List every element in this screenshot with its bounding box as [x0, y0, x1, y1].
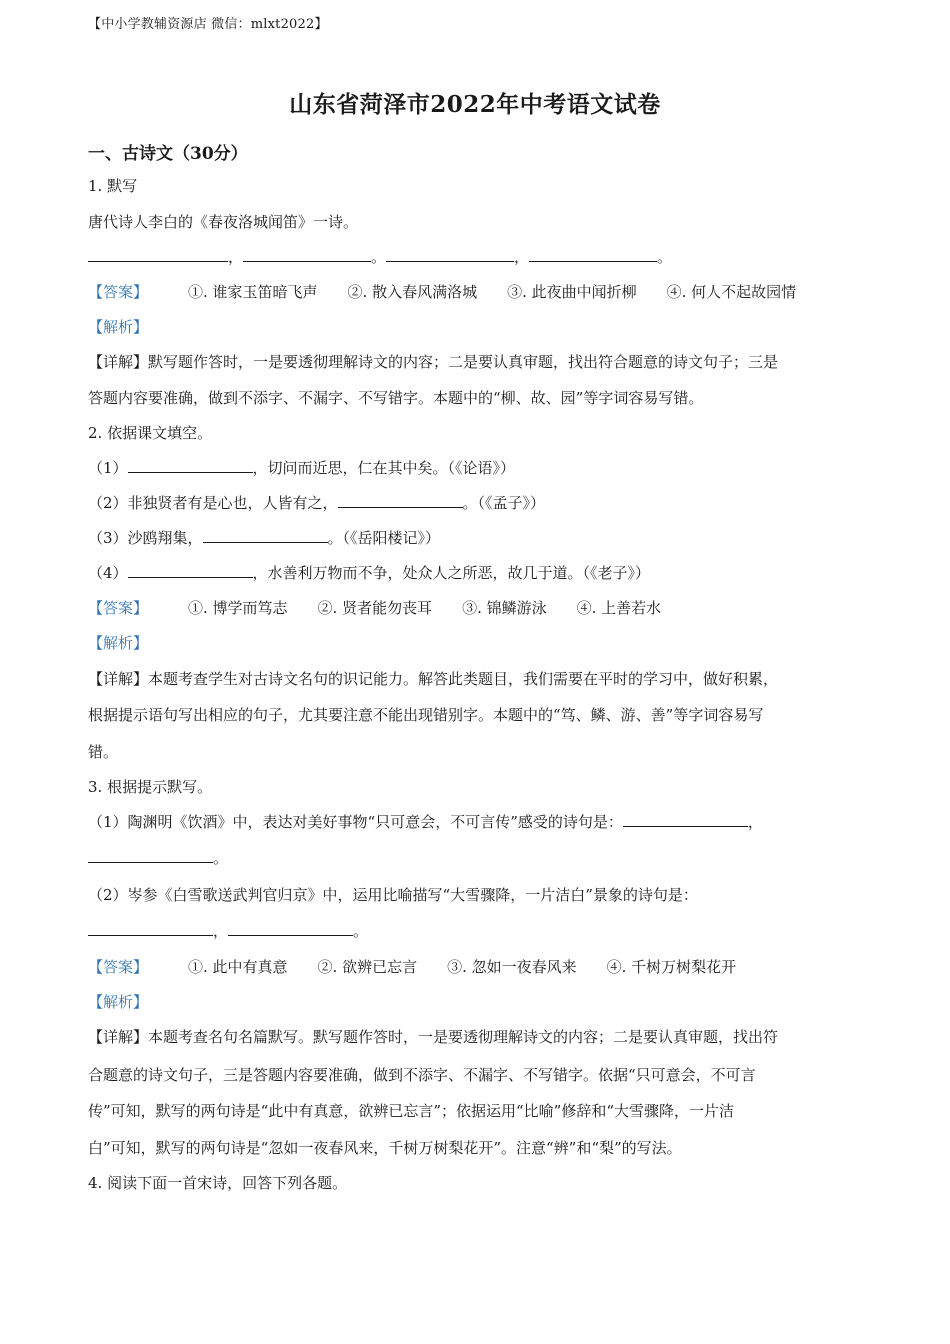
- q1-answer-row: [88, 281, 796, 303]
- q3-answer-row: [88, 956, 736, 978]
- detail-text: 本题考查学生对古诗文名句的识记能力。解答此类题目，我们需要在平时的学习中，做好积累，: [148, 670, 779, 688]
- answer-item: ④. 何人不起故园情: [666, 283, 797, 301]
- comma: ，: [514, 248, 530, 266]
- q2-item-3: [88, 527, 860, 549]
- answer-item: ①. 博学而笃志: [188, 599, 288, 617]
- answer-item: ①. 此中有真意: [188, 958, 288, 976]
- item-text: （1）: [88, 459, 128, 477]
- q3-item-1: [88, 811, 860, 833]
- answer-item: ③. 锦鳞游泳: [462, 599, 547, 617]
- answer-blank[interactable]: [88, 247, 228, 262]
- answer-item: ①. 谁家玉笛暗飞声: [188, 283, 318, 301]
- period: 。: [371, 248, 387, 266]
- period: 。: [657, 248, 673, 266]
- q2-heading: 2. 依据课文填空。: [88, 424, 213, 442]
- q1-blanks: [88, 246, 860, 268]
- answer-label: 【答案】: [88, 283, 149, 301]
- answer-blank[interactable]: [128, 458, 253, 473]
- item-text: ，切问而近思，仁在其中矣。（《论语》）: [252, 459, 516, 477]
- q2-detail-line: [88, 668, 860, 690]
- page-title: 山东省菏泽市2022年中考语文试卷: [289, 91, 661, 118]
- answer-item: ②. 欲辨已忘言: [317, 958, 418, 976]
- answer-blank[interactable]: [88, 921, 213, 936]
- detail-text: 本题考查名句名篇默写。默写题作答时，一是要透彻理解诗文的内容；二是要认真审题，找出符: [148, 1028, 779, 1046]
- q3-detail-line: 白”可知，默写的两句诗是“忽如一夜春风来，千树万树梨花开”。注意“辨”和“梨”的写法。: [88, 1139, 682, 1157]
- q3-analysis-label: 【解析】: [88, 993, 149, 1011]
- answer-blank[interactable]: [203, 528, 328, 543]
- detail-label: 【详解】: [88, 353, 149, 371]
- q1-heading: 1. 默写: [88, 177, 138, 195]
- answer-item: ③. 忽如一夜春风来: [447, 958, 577, 976]
- item-text: （4）: [88, 564, 128, 582]
- item-text: 。（《岳阳楼记》）: [327, 529, 441, 547]
- item-text: （1）陶渊明《饮酒》中，表达对美好事物“只可意会，不可言传”感受的诗句是：: [88, 813, 623, 831]
- item-text: 。（《孟子》）: [462, 494, 546, 512]
- answer-label: 【答案】: [88, 958, 149, 976]
- answer-label: 【答案】: [88, 599, 149, 617]
- item-text: （2）非独贤者有是心也，人皆有之，: [88, 494, 338, 512]
- answer-blank[interactable]: [88, 848, 213, 863]
- q1-prompt: 唐代诗人李白的《春夜洛城闻笛》一诗。: [88, 213, 359, 231]
- comma: ，: [213, 922, 229, 940]
- answer-blank[interactable]: [243, 247, 371, 262]
- answer-blank[interactable]: [128, 563, 253, 578]
- period: 。: [213, 849, 229, 867]
- q2-detail-line: 根据提示语句写出相应的句子，尤其要注意不能出现错别字。本题中的“笃、鳞、游、善”等字词容易写: [88, 706, 764, 724]
- q3-detail-line: 合题意的诗文句子，三是答题内容要准确，做到不添字、不漏字、不写错字。依据“只可意会，不可言: [88, 1066, 756, 1084]
- answer-blank[interactable]: [386, 247, 514, 262]
- detail-label: 【详解】: [88, 1028, 149, 1046]
- q1-analysis-label: 【解析】: [88, 318, 149, 336]
- q2-analysis-label: 【解析】: [88, 634, 149, 652]
- answer-blank[interactable]: [338, 493, 463, 508]
- q3-item-2: （2）岑参《白雪歌送武判官归京》中，运用比喻描写“大雪骤降，一片洁白”景象的诗句是：: [88, 886, 698, 904]
- section-heading: 一、古诗文（30分）: [88, 144, 248, 164]
- answer-item: ③. 此夜曲中闻折柳: [507, 283, 637, 301]
- q3-heading: 3. 根据提示默写。: [88, 778, 213, 796]
- detail-label: 【详解】: [88, 670, 149, 688]
- detail-text: 默写题作答时，一是要透彻理解诗文的内容；二是要认真审题，找出符合题意的诗文句子；三是: [148, 353, 779, 371]
- q2-item-1: [88, 457, 860, 479]
- q1-detail-line: [88, 351, 860, 373]
- item-text: ，水善利万物而不争，处众人之所恶，故几于道。（《老子》）: [252, 564, 651, 582]
- q3-detail-line: 传”可知，默写的两句诗是“此中有真意，欲辨已忘言”；依据运用“比喻”修辞和“大雪骤降，一片洁: [88, 1102, 735, 1120]
- header-note: 【中小学教辅资源店 微信：mlxt2022】: [88, 17, 328, 32]
- q2-item-2: [88, 492, 860, 514]
- q1-detail-line: 答题内容要准确，做到不添字、不漏字、不写错字。本题中的“柳、故、园”等字词容易写错。: [88, 389, 704, 407]
- q3-item-2-blanks: [88, 920, 860, 942]
- q2-detail-line: 错。: [88, 743, 119, 761]
- q2-answer-row: [88, 597, 661, 619]
- q4-heading: 4. 阅读下面一首宋诗，回答下列各题。: [88, 1174, 348, 1192]
- item-text: （3）沙鸥翔集，: [88, 529, 203, 547]
- comma: ，: [228, 248, 244, 266]
- answer-item: ④. 上善若水: [576, 599, 662, 617]
- comma: ，: [747, 813, 763, 831]
- answer-item: ④. 千树万树梨花开: [606, 958, 737, 976]
- q3-item-1-cont: [88, 847, 860, 869]
- answer-blank[interactable]: [623, 812, 748, 827]
- answer-item: ②. 贤者能勿丧耳: [317, 599, 433, 617]
- answer-item: ②. 散入春风满洛城: [347, 283, 478, 301]
- answer-blank[interactable]: [529, 247, 657, 262]
- q3-detail-line: [88, 1026, 860, 1048]
- period: 。: [353, 922, 369, 940]
- answer-blank[interactable]: [228, 921, 353, 936]
- q2-item-4: [88, 562, 860, 584]
